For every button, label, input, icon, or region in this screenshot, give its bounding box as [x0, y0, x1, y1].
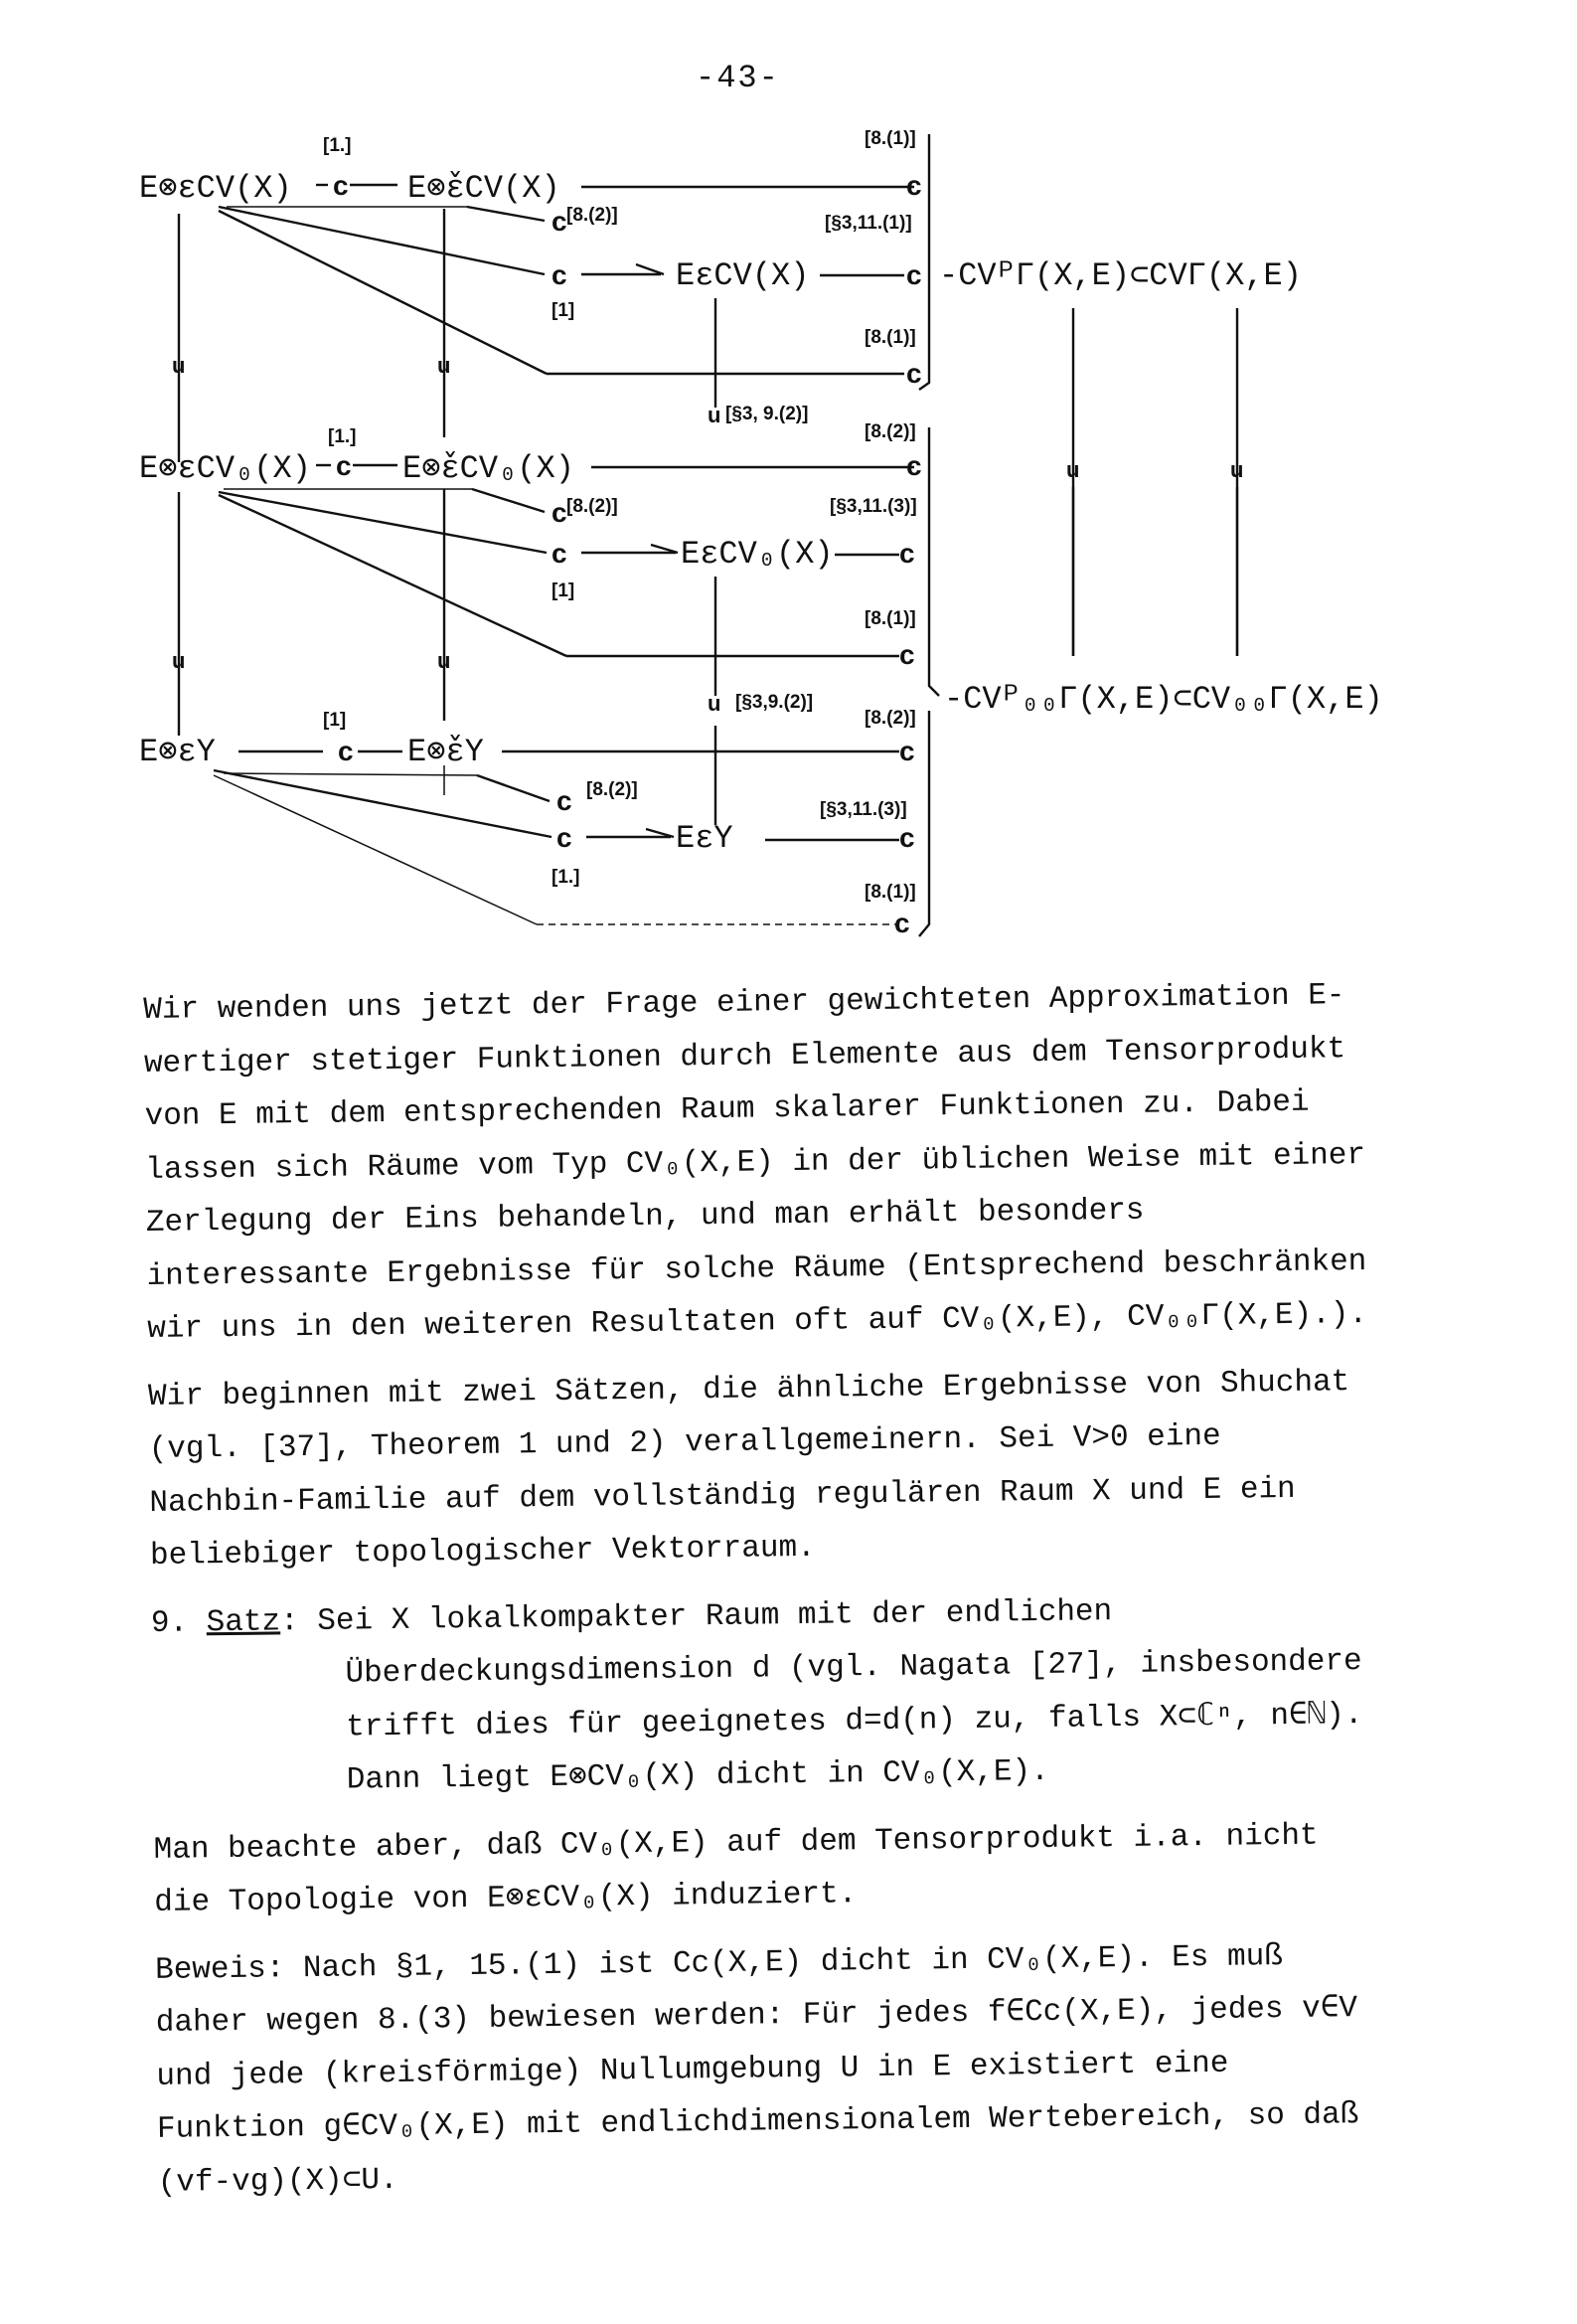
row3-right-chain: -CVᴾ₀₀Γ(X,E)⊂CV₀₀Γ(X,E) [944, 681, 1383, 718]
row3-c-low: c [894, 908, 910, 938]
row2-ref-s3: [§3,11.(3)] [830, 496, 917, 517]
row1-ref-s3: [§3,11.(1)] [825, 213, 912, 234]
row1-c-left-mid: c [333, 170, 349, 201]
row2-c-low: c [899, 639, 915, 670]
row3-ref-vert: [§3,9.(2)] [735, 692, 814, 713]
row2-ref-left-mid: [1.] [328, 426, 357, 447]
row1-left-node: E⊗εCV(X) [139, 170, 292, 207]
theorem-statement: : Sei X lokalkompakter Raum mit der endlichen Überdeckungsdimension d (vgl. Nagata [27], insbesondere trifft dies für geeignetes d=d(n) zu, falls X⊂ℂⁿ, n∈ℕ). Dann liegt E⊗CV₀(X) dicht in CV₀(X,E). [279, 1593, 1363, 1798]
paragraph-proof: Beweis: Nach §1, 15.(1) ist Cc(X,E) dicht in CV₀(X,E). Es muß daher wegen 8.(3) bewiesen werden: Für jedes f∈Cc(X,E), jedes v∈V und jede (kreisförmige) Nullumgebung U in E existiert eine Funktion g∈CV₀(X,E) mit endlichdimensionalem Wertebereich, so daß (vf-vg)(X)⊂U. [154, 1938, 1359, 2201]
row2-c-top-right: c [906, 450, 922, 481]
u-mid-2: u [437, 648, 451, 673]
row2-ref-vert: [§3, 9.(2)] [725, 404, 809, 424]
row2-middle-node: E⊗̌εCV₀(X) [402, 450, 574, 487]
row3-c-s3: c [899, 822, 915, 853]
row1-ref-low: [8.(1)] [865, 327, 916, 348]
row3-ref-mid-c: [8.(2)] [586, 779, 638, 800]
row2-center-node: EεCV₀(X) [681, 536, 834, 573]
row2-c-left-mid: c [336, 450, 352, 481]
row2-c-s3: c [899, 538, 915, 569]
row1-ref-top-right: [8.(1)] [865, 128, 916, 149]
row3-ref-mid-c2: [1.] [552, 867, 580, 888]
row3-center-node: EεY [676, 820, 733, 857]
row1-middle-node: E⊗̌εCV(X) [407, 170, 560, 207]
row1-ref-mid-c2: [1] [552, 300, 575, 321]
row3-ref-top-right: [8.(2)] [865, 708, 916, 729]
body-text [143, 969, 1390, 2224]
row1-c-low: c [906, 358, 922, 389]
row1-ref-left-mid: [1.] [323, 135, 352, 156]
row3-ref-left-mid: [1] [323, 710, 347, 731]
inclusion-diagram [0, 0, 1577, 954]
row2-ref-mid-c2: [1] [552, 581, 575, 601]
row2-ref-low: [8.(1)] [865, 608, 916, 629]
row3-c-left-mid: c [338, 736, 354, 766]
theorem-label: Satz [206, 1603, 281, 1640]
row1-right-chain: -CVᴾΓ(X,E)⊂CVΓ(X,E) [939, 257, 1302, 294]
row3-ref-s3: [§3,11.(3)] [820, 799, 907, 820]
u-right-b: u [1230, 457, 1244, 482]
u-mid-1: u [437, 353, 451, 378]
u-right-a: u [1066, 457, 1080, 482]
paragraph-1: Wir wenden uns jetzt der Frage einer gewichteten Approximation E-wertiger stetiger Funktionen durch Elemente aus dem Tensorprodukt von E mit dem entsprechenden Raum skalarer Funktionen zu. Dabei lassen sich Räume vom Typ CV₀(X,E) in der üblichen Weise mit einer Zerlegung der Eins behandeln, und man erhält besonders interessante Ergebnisse für solche Räume (Entsprechend beschränken wir uns in den weiteren Resultaten oft auf CV₀(X,E), CV₀₀Γ(X,E).). [143, 978, 1368, 1347]
row2-left-node: E⊗εCV₀(X) [139, 450, 311, 487]
row2-c-mid: c [552, 497, 567, 528]
row3-left-node: E⊗εY [139, 734, 216, 770]
theorem-9 [151, 1581, 1386, 1809]
row2-c-mid2: c [552, 538, 567, 569]
row3-middle-node: E⊗̌εY [407, 734, 484, 770]
u-left-2: u [172, 648, 186, 673]
u-center-2: u [708, 691, 721, 716]
u-left-1: u [172, 353, 186, 378]
row3-c-top-right: c [899, 736, 915, 766]
page-number: -43- [696, 60, 780, 96]
row1-c-top-right: c [906, 170, 922, 201]
paragraph-2: Wir beginnen mit zwei Sätzen, die ähnliche Ergebnisse von Shuchat (vgl. [37], Theorem 1 und 2) verallgemeinern. Sei V>0 eine Nachbin-Familie auf dem vollständig regulären Raum X und E ein beliebiger topologischer Vektorraum. [147, 1364, 1350, 1574]
row2-ref-mid-c: [8.(2)] [566, 496, 618, 517]
row1-ref-mid-c: [8.(2)] [566, 205, 618, 226]
row3-c-mid2: c [556, 822, 572, 853]
row3-ref-low: [8.(1)] [865, 882, 916, 903]
row3-c-mid: c [556, 785, 572, 816]
theorem-number: 9. [150, 1604, 207, 1641]
u-center-1: u [708, 403, 721, 427]
row2-ref-top-right: [8.(2)] [865, 421, 916, 442]
row1-center-node: EεCV(X) [676, 257, 810, 294]
row1-c-s3: c [906, 259, 922, 290]
row1-c-mid2: c [552, 259, 567, 290]
row1-c-mid: c [552, 206, 567, 237]
paragraph-remark: Man beachte aber, daß CV₀(X,E) auf dem Tensorprodukt i.a. nicht die Topologie von E⊗εCV₀(X) induziert. [153, 1818, 1319, 1920]
